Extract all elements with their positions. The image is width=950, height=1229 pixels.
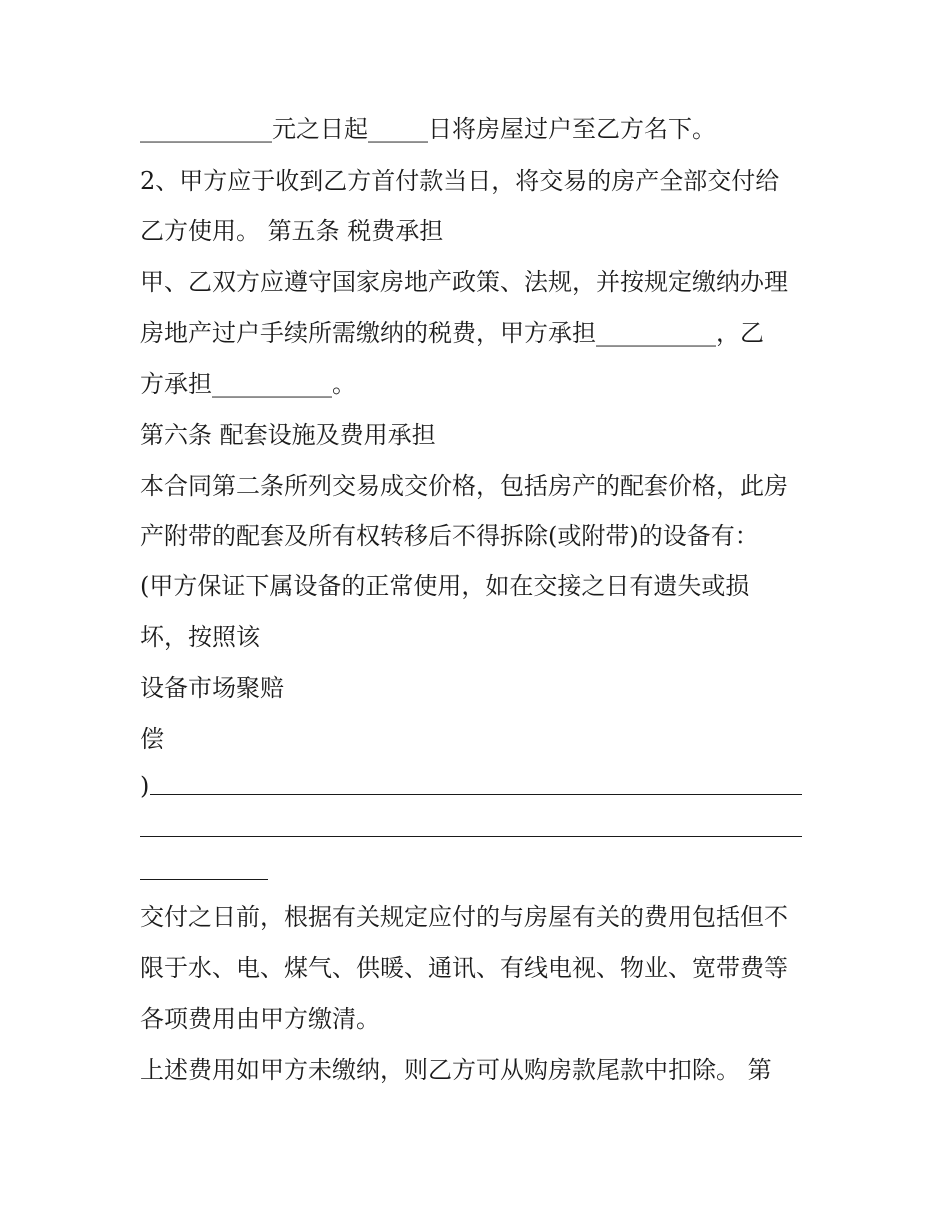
blank-fill-line bbox=[140, 879, 268, 880]
text-line: ___________元之日起_____日将房屋过户至乙方名下。 bbox=[140, 115, 716, 143]
text-line: 2、甲方应于收到乙方首付款当日，将交易的房产全部交付给 bbox=[140, 167, 780, 195]
text-line: 限于水、电、煤气、供暖、通讯、有线电视、物业、宽带费等 bbox=[140, 954, 788, 982]
text-line: 交付之日前，根据有关规定应付的与房屋有关的费用包括但不 bbox=[140, 903, 788, 931]
text-line: 设备市场聚赔 bbox=[140, 674, 284, 702]
text-line: 房地产过户手续所需缴纳的税费，甲方承担__________，乙 bbox=[140, 319, 764, 347]
text-line: 乙方使用。 第五条 税费承担 bbox=[140, 217, 444, 245]
text-line: (甲方保证下属设备的正常使用，如在交接之日有遗失或损 bbox=[140, 572, 750, 600]
text-line: 本合同第二条所列交易成交价格，包括房产的配套价格，此房 bbox=[140, 472, 788, 500]
text-line: 上述费用如甲方未缴纳，则乙方可从购房款尾款中扣除。 第 bbox=[140, 1056, 772, 1084]
text-line: 坏，按照该 bbox=[140, 623, 260, 651]
text-line: 各项费用由甲方缴清。 bbox=[140, 1005, 380, 1033]
text-line: 方承担__________。 bbox=[140, 370, 356, 398]
blank-fill-line bbox=[150, 794, 802, 795]
text-line: 偿 bbox=[140, 725, 164, 753]
blank-fill-line bbox=[140, 836, 802, 837]
section-heading: 第六条 配套设施及费用承担 bbox=[140, 421, 436, 449]
text-line: 甲、乙双方应遵守国家房地产政策、法规，并按规定缴纳办理 bbox=[140, 268, 788, 296]
text-line: 产附带的配套及所有权转移后不得拆除(或附带)的设备有： bbox=[140, 522, 759, 550]
text-line: ) bbox=[140, 772, 150, 800]
